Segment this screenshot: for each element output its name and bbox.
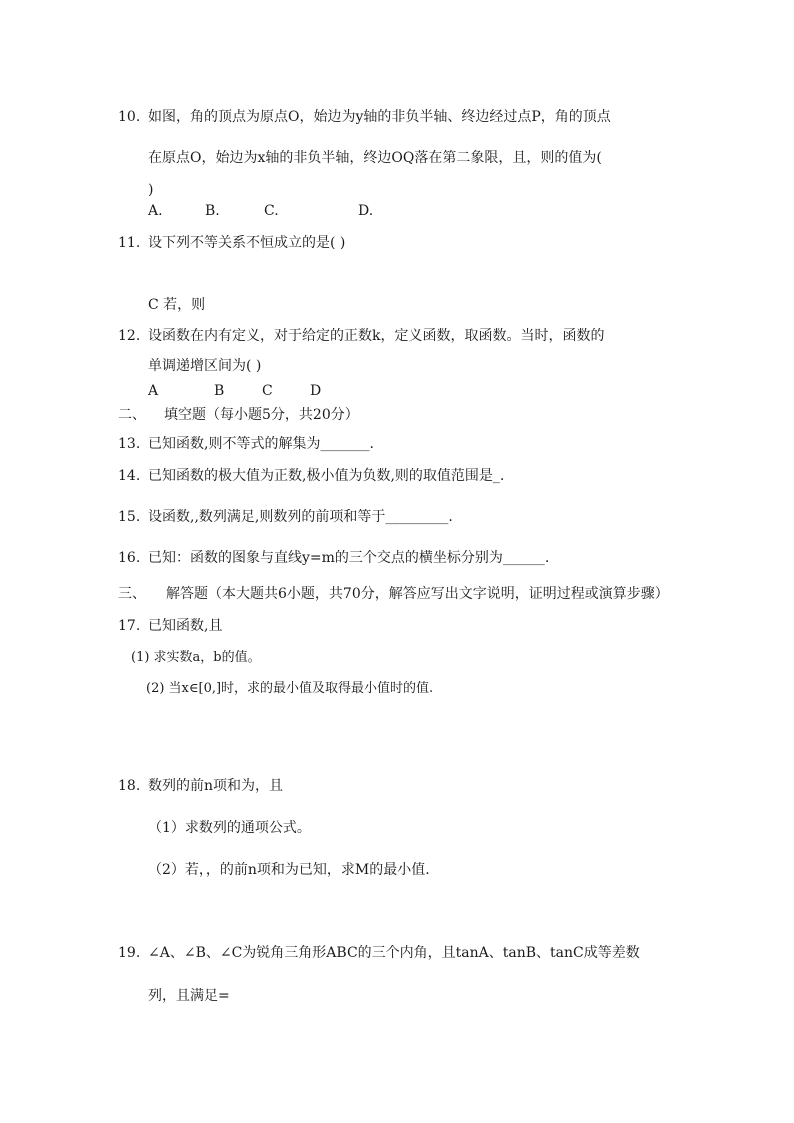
q13 — [118, 435, 374, 453]
question-number: 14. — [118, 468, 141, 484]
q12-stem: 设函数在内有定义，对于给定的正数k，定义函数，取函数。当时，函数的 — [148, 328, 605, 344]
q11-line1 — [118, 234, 345, 252]
q12-line1 — [118, 327, 604, 345]
q15-stem: 设函数,,数列满足,则数列的前项和等于_________. — [148, 509, 453, 525]
q19-stem: ∠A、∠B、∠C为锐角三角形ABC的三个内角，且tanA、tanB、tanC成等差数 — [148, 945, 640, 961]
question-number: 19. — [118, 945, 141, 961]
section-number: 三、 — [118, 586, 146, 602]
q10-line2: 在原点O，始边为x轴的非负半轴，终边OQ落在第二象限，且，则的值为( — [148, 150, 602, 166]
section-heading-solutions — [118, 585, 669, 603]
question-number: 15. — [118, 509, 141, 525]
question-number: 16. — [118, 550, 141, 566]
section-number: 二、 — [118, 407, 146, 423]
question-number: 13. — [118, 436, 141, 452]
q14-stem: 已知函数的极大值为正数,极小值为负数,则的取值范围是_. — [148, 468, 505, 484]
q17-stem-line — [118, 617, 222, 635]
question-number: 11. — [118, 235, 141, 251]
q17-stem: 已知函数,且 — [148, 618, 223, 634]
q17-part1: (1) 求实数a，b的值。 — [131, 650, 261, 665]
q10-stem: 如图，角的顶点为原点O，始边为y轴的非负半轴、终边经过点P，角的顶点 — [148, 109, 611, 125]
section-title: 解答题（本大题共6小题，共70分，解答应写出文字说明，证明过程或演算步骤） — [166, 586, 669, 602]
q19-line2: 列，且满足= — [148, 988, 230, 1004]
question-number: 10. — [118, 109, 141, 125]
q12-option-a: A — [148, 383, 159, 399]
q12-option-b: B — [214, 383, 225, 399]
q16-stem: 已知：函数的图象与直线y=m的三个交点的横坐标分别为______. — [148, 550, 550, 566]
q10-option-c: C. — [264, 203, 279, 219]
q13-stem: 已知函数,则不等式的解集为_______. — [148, 436, 374, 452]
q18-stem: 数列的前n项和为，且 — [148, 778, 284, 794]
q12-line2: 单调递增区间为( ) — [148, 358, 262, 374]
q10-line1 — [118, 108, 611, 126]
q12-option-d: D — [310, 383, 322, 399]
question-number: 17. — [118, 618, 141, 634]
q12-option-c: C — [262, 383, 273, 399]
q11-stem: 设下列不等关系不恒成立的是( ) — [148, 235, 346, 251]
section-heading-fill-in — [118, 406, 359, 424]
q15 — [118, 508, 453, 526]
q11-line2: C 若，则 — [148, 297, 206, 313]
question-number: 18. — [118, 778, 141, 794]
q10-option-d: D. — [358, 203, 374, 219]
section-title: 填空题（每小题5分，共20分） — [164, 407, 359, 423]
q10-option-a: A. — [148, 203, 163, 219]
q18-part2: （2）若，，的前n项和为已知，求M的最小值. — [148, 862, 430, 878]
q16 — [118, 549, 549, 567]
q10-option-b: B. — [205, 203, 220, 219]
q18-part1: （1）求数列的通项公式。 — [148, 820, 311, 836]
q14 — [118, 467, 504, 485]
q17-part2: (2) 当x∈[0,]时，求的最小值及取得最小值时的值. — [146, 681, 434, 696]
q18-stem-line — [118, 777, 283, 795]
q19-line1 — [118, 944, 640, 962]
question-number: 12. — [118, 328, 141, 344]
q10-line3: ) — [148, 182, 154, 198]
